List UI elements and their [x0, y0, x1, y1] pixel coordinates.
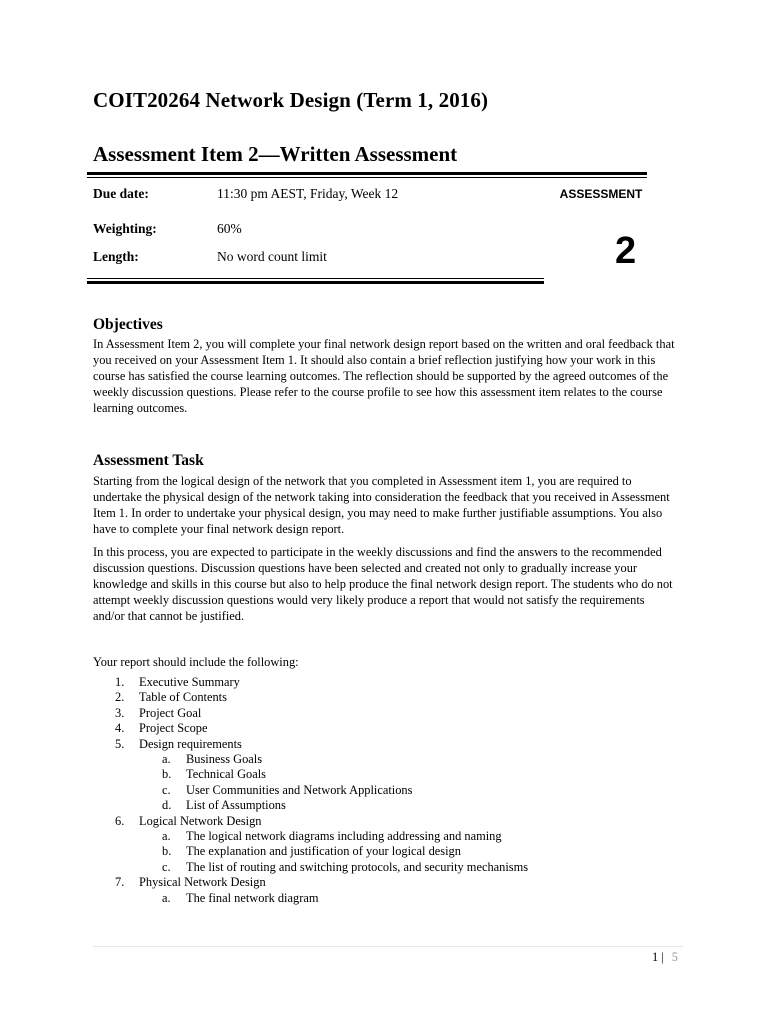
length-value: No word count limit: [217, 249, 327, 264]
sub-item-label: User Communities and Network Applications: [186, 782, 413, 797]
weighting-label: Weighting:: [93, 221, 157, 236]
assessment-task-paragraph-2: In this process, you are expected to participate in the weekly discussions and find the answers to the recommended discussion questions. Discussion questions have been selected and created not only to gradually increase your knowledge and skills in this course but also to help produce the final network design report. The students who do not attempt weekly discussion questions would very likely produce a report that would not satisfy the requirements and/or that cannot be justified.: [93, 545, 673, 623]
list-item: [93, 690, 653, 705]
list-item: [93, 675, 653, 690]
list-item-number: 2.: [115, 690, 125, 705]
sub-item-label: List of Assumptions: [186, 798, 286, 813]
sub-list-item: [93, 891, 653, 906]
assessment-number-box: [552, 186, 702, 272]
sub-list-item: [93, 767, 653, 782]
assessment-task-heading: Assessment Task: [93, 452, 204, 469]
list-item-number: 3.: [115, 705, 125, 720]
objectives-text: In Assessment Item 2, you will complete your final network design report based on the written and oral feedback that you received on your Assessment Item 1. It should also contain a brief reflection justifying how your work in this course has satisfied the course learning outcomes. The reflection should be supported by the agreed outcomes of the weekly discussion questions. Please refer to the course profile to see how this assessment item relates to the course learning outcomes.: [93, 337, 675, 415]
sub-item-letter: c.: [162, 782, 171, 797]
length-label: Length:: [93, 249, 139, 264]
list-item-number: 1.: [115, 675, 125, 689]
report-intro: Your report should include the following:: [93, 655, 299, 669]
list-item-label: Design requirements: [139, 736, 242, 751]
due-date-value: 11:30 pm AEST, Friday, Week 12: [217, 186, 399, 201]
sub-item-label: Business Goals: [186, 752, 263, 767]
sub-item-label: The final network diagram: [186, 890, 319, 905]
sub-item-label: Technical Goals: [186, 767, 266, 782]
list-item-number: 7.: [115, 875, 125, 890]
footer-rule: [93, 946, 683, 947]
sub-list-item: [93, 844, 653, 859]
sub-item-label: The logical network diagrams including addressing and naming: [186, 829, 502, 844]
sub-list-item: [93, 783, 653, 798]
page-number: 1 |: [652, 950, 664, 964]
list-item: [93, 875, 653, 890]
list-item: [93, 721, 653, 736]
sub-list-item: [93, 860, 653, 875]
sub-item-letter: d.: [162, 798, 172, 813]
sub-list-item: [93, 798, 653, 813]
sub-list-item: [93, 829, 653, 844]
sub-list-item: [93, 752, 653, 767]
assessment-title: Assessment Item 2—Written Assessment: [93, 142, 458, 166]
top-rule: [87, 172, 647, 178]
sub-item-label: The list of routing and switching protocols, and security mechanisms: [186, 859, 529, 874]
list-item-label: Project Scope: [139, 721, 208, 736]
course-title: COIT20264 Network Design (Term 1, 2016): [93, 88, 489, 112]
list-item-label: Table of Contents: [139, 690, 227, 705]
sub-item-letter: b.: [162, 767, 172, 782]
objectives-heading: Objectives: [93, 316, 163, 333]
sub-item-letter: a.: [162, 890, 171, 905]
assessment-number: 2: [615, 230, 637, 272]
list-item: [93, 814, 653, 829]
list-item-label: Logical Network Design: [139, 813, 262, 828]
page-footer: [600, 950, 678, 965]
due-date-label: Due date:: [93, 186, 149, 201]
sub-item-letter: a.: [162, 829, 171, 844]
list-item-number: 6.: [115, 813, 125, 828]
sub-item-letter: c.: [162, 859, 171, 874]
weighting-value: 60%: [217, 221, 242, 236]
sub-item-label: The explanation and justification of your logical design: [186, 844, 461, 859]
report-contents-list: [93, 675, 653, 906]
sub-item-letter: b.: [162, 844, 172, 859]
bottom-rule: [87, 278, 544, 284]
sub-item-letter: a.: [162, 752, 171, 767]
list-item: [93, 737, 653, 752]
list-item-label: Project Goal: [139, 705, 202, 720]
list-item-number: 5.: [115, 736, 125, 751]
assessment-task-paragraph-1: Starting from the logical design of the network that you completed in Assessment item 1, you are required to undertake the physical design of the network taking into consideration the feedback that you received in Assessment Item 1. In order to undertake your physical design, you may need to make further justifiable assumptions. You also have to complete your final network design report.: [93, 474, 670, 536]
list-item: [93, 706, 653, 721]
list-item-number: 4.: [115, 721, 125, 736]
page-total: 5: [671, 950, 678, 964]
assessment-word: ASSESSMENT: [559, 187, 643, 201]
list-item-label: Physical Network Design: [139, 875, 266, 890]
list-item-label: Executive Summary: [139, 675, 240, 689]
